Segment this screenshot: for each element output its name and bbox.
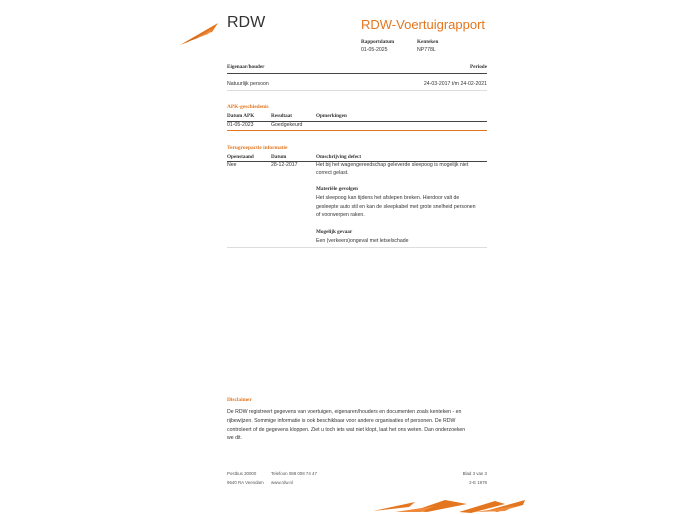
rdw-logo-icon bbox=[178, 22, 220, 46]
consequences-line-2: gesleepte auto stil en kan de sleepkabel met grote snelheid personen bbox=[316, 204, 476, 210]
apk-section-title: APK-geschiedenis bbox=[227, 104, 269, 110]
footer-web-link[interactable]: www.rdw.nl bbox=[271, 480, 293, 485]
disclaimer-line-2: rijbewijzen. Sommige informatie is ook beschikbaar voor andere organisaties of personen. De RDW bbox=[227, 418, 456, 424]
plate-label: Kenteken bbox=[417, 39, 439, 45]
owner-name: Natuurlijk persoon bbox=[227, 81, 269, 87]
disclaimer-title: Disclaimer bbox=[227, 397, 252, 403]
apk-col-result: Resultaat bbox=[271, 113, 293, 119]
apk-col-remarks: Opmerkingen bbox=[316, 113, 347, 119]
apk-row-divider bbox=[227, 130, 487, 131]
recall-defect-line-1: Het bij het wagengereedschap geleverde sleepoog is mogelijk niet bbox=[316, 162, 469, 168]
apk-header-divider bbox=[227, 121, 487, 122]
footer-postbox: Postbus 30000 bbox=[227, 471, 257, 476]
footer-city: 9640 RA Veendam bbox=[227, 480, 264, 485]
consequences-line-3: of voorwerpen raken. bbox=[316, 212, 365, 218]
apk-col-date: Datum APK bbox=[227, 113, 255, 119]
disclaimer-line-3: controleert of de gegevens kloppen. Ziet u toch iets wat niet klopt, laat het ons weten. Dan onderzoeken bbox=[227, 427, 466, 433]
period-header: Periode bbox=[470, 64, 487, 70]
recall-row-divider bbox=[227, 247, 487, 248]
recall-col-date: Datum bbox=[271, 154, 287, 160]
recall-col-open: Openstaand bbox=[227, 154, 254, 160]
report-title: RDW-Voertuigrapport bbox=[361, 17, 486, 32]
report-date-label: Rapportdatum bbox=[361, 39, 395, 45]
apk-row-result: Goedgekeurd bbox=[271, 122, 303, 128]
recall-defect-line-2: correct gelast. bbox=[316, 170, 349, 176]
footer-code: 2-E 1978 bbox=[469, 480, 487, 485]
danger-text: Een (verkeers)ongeval met letselschade bbox=[316, 238, 409, 244]
recall-col-defect: Omschrijving defect bbox=[316, 154, 362, 160]
disclaimer-line-4: we dit. bbox=[227, 435, 242, 441]
footer-page-number: Blad 3 van 3 bbox=[462, 471, 487, 476]
owner-row-divider bbox=[227, 90, 487, 91]
owner-period: 24-03-2017 t/m 24-02-2021 bbox=[423, 81, 487, 87]
brand-name: RDW bbox=[227, 14, 266, 31]
consequences-title: Materiële gevolgen bbox=[316, 186, 358, 192]
decorative-stripes-icon bbox=[355, 498, 530, 514]
recall-open-value: Nee bbox=[227, 162, 237, 168]
recall-section-title: Terugroepactie informatie bbox=[227, 145, 288, 151]
disclaimer-line-1: De RDW registreert gegevens van voertuigen, eigenaren/houders en documenten zoals kenteken - en bbox=[227, 409, 462, 415]
recall-date-value: 28-12-2017 bbox=[271, 162, 298, 168]
owner-divider bbox=[227, 73, 487, 74]
danger-title: Mogelijk gevaar bbox=[316, 229, 353, 235]
consequences-line-1: Het sleepoog kan tijdens het afslepen breken. Hierdoor valt de bbox=[316, 195, 460, 201]
footer-phone: Telefoon 088 008 74 47 bbox=[271, 471, 317, 476]
plate-number: NP778L bbox=[417, 47, 436, 53]
report-date: 01-05-2025 bbox=[361, 47, 388, 53]
apk-row-date: 01-05-2023 bbox=[227, 122, 254, 128]
owner-header: Eigenaar/houder bbox=[227, 64, 265, 70]
